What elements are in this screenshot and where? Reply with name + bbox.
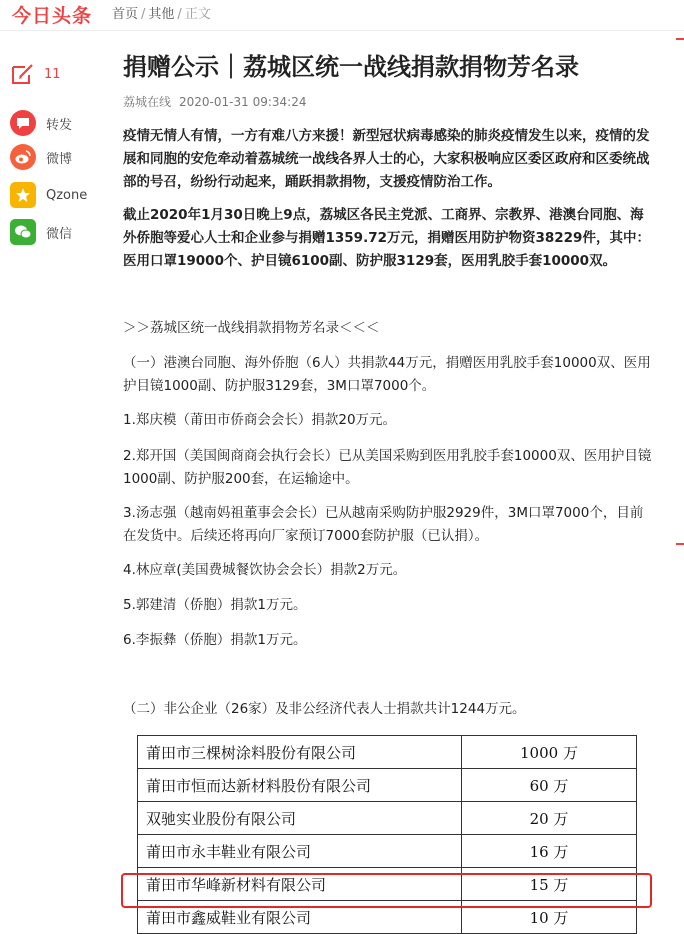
share-label: 微博 <box>46 151 73 167</box>
toutiao-logo[interactable]: 今日头条 <box>12 5 93 27</box>
donation-amount: 16 万 <box>462 835 637 868</box>
donation-amount: 60 万 <box>462 769 637 802</box>
share-qzone-button[interactable] <box>10 181 87 209</box>
share-label: Qzone <box>46 187 88 203</box>
repost-icon <box>10 110 36 136</box>
qzone-icon <box>10 182 36 208</box>
breadcrumb-home[interactable]: 首页 <box>112 7 139 22</box>
share-wechat-button[interactable] <box>10 218 72 246</box>
scroll-marker <box>676 38 684 40</box>
article-paragraph: 4.林应章(美国费城餐饮协会会长）捐款2万元。 <box>123 562 407 578</box>
article-source[interactable]: 荔城在线 <box>123 95 172 109</box>
company-name: 莆田市三棵树涂料股份有限公司 <box>138 736 462 769</box>
article-paragraph: （二）非公企业（26家）及非公经济代表人士捐款共计1244万元。 <box>123 701 526 717</box>
table-row <box>138 802 637 835</box>
weibo-icon <box>10 144 36 170</box>
share-repost-button[interactable] <box>10 109 72 137</box>
breadcrumb <box>112 3 211 22</box>
article-paragraph: 疫情无情人有情，一方有难八方来援！新型冠状病毒感染的肺炎疫情发生以来，疫情的发展和同胞的安危牵动着荔城统一战线各界人士的心，大家积极响应区委区政府和区委统战部的号召，纷纷行动起来，踊跃捐款捐物，支援疫情防治工作。 <box>123 128 650 190</box>
highlight-box <box>121 873 652 908</box>
donation-amount: 15 万 <box>462 868 637 901</box>
section-heading: ＞＞荔城区统一战线捐款捐物芳名录＜＜＜ <box>123 320 380 336</box>
table-row <box>138 736 637 769</box>
article-paragraph: 6.李振彝（侨胞）捐款1万元。 <box>123 632 307 648</box>
breadcrumb-separator: / <box>177 7 182 22</box>
article-meta <box>123 93 306 110</box>
company-name: 双驰实业股份有限公司 <box>138 802 462 835</box>
table-row <box>138 835 637 868</box>
comment-button[interactable] <box>10 60 61 88</box>
breadcrumb-current: 正文 <box>184 7 211 22</box>
article-paragraph: 1.郑庆模（莆田市侨商会会长）捐款20万元。 <box>123 412 397 428</box>
wechat-icon <box>10 219 36 245</box>
article-title: 捐赠公示｜荔城区统一战线捐款捐物芳名录 <box>123 53 579 81</box>
article-paragraph: 5.郭建清（侨胞）捐款1万元。 <box>123 597 307 613</box>
share-label: 微信 <box>46 226 73 242</box>
comment-count: 11 <box>44 66 61 82</box>
company-name: 莆田市华峰新材料有限公司 <box>138 868 462 901</box>
article-datetime: 2020-01-31 09:34:24 <box>179 95 307 109</box>
table-row <box>138 769 637 802</box>
donation-amount: 1000 万 <box>462 736 637 769</box>
scroll-marker <box>676 543 684 545</box>
company-name: 莆田市永丰鞋业有限公司 <box>138 835 462 868</box>
breadcrumb-other[interactable]: 其他 <box>148 7 175 22</box>
article-paragraph: 截止2020年1月30日晚上9点，荔城区各民主党派、工商界、宗教界、港澳台同胞、海外侨胞等爱心人士和企业参与捐赠1359.72万元，捐赠医用防护物资38229件，其中：医用口罩19000个、护目镜6100副、防护服3129套，医用乳胶手套10000双。 <box>123 207 650 269</box>
breadcrumb-separator: / <box>141 7 146 22</box>
comment-icon <box>10 61 36 87</box>
header-divider <box>0 30 684 31</box>
company-name: 莆田市恒而达新材料股份有限公司 <box>138 769 462 802</box>
donation-amount: 10 万 <box>462 901 637 934</box>
article-paragraph: 3.汤志强（越南妈祖董事会会长）已从越南采购防护服2929件，3M口罩7000个，目前在发货中。后续还将再向厂家预订7000套防护服（已认捐）。 <box>123 505 644 544</box>
share-label: 转发 <box>46 117 73 133</box>
article-paragraph: 2.郑开国（美国闽商商会执行会长）已从美国采购到医用乳胶手套10000双、医用护目镜1000副、防护服200套，在运输途中。 <box>123 448 652 487</box>
donation-amount: 20 万 <box>462 802 637 835</box>
share-weibo-button[interactable] <box>10 143 72 171</box>
company-name: 莆田市鑫威鞋业有限公司 <box>138 901 462 934</box>
article-paragraph: （一）港澳台同胞、海外侨胞（6人）共捐款44万元，捐赠医用乳胶手套10000双、医用护目镜1000副、防护服3129套，3M口罩7000个。 <box>123 355 651 394</box>
